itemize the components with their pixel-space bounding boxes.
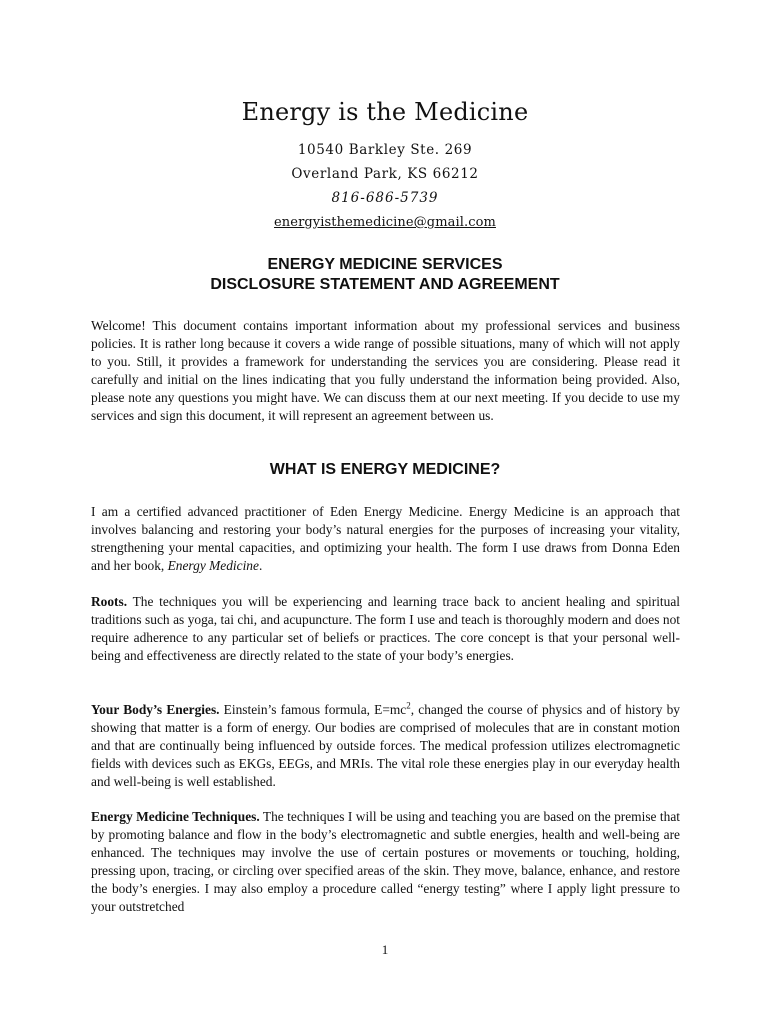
- body-energies-paragraph: [91, 701, 680, 791]
- intro-paragraph: [91, 503, 680, 575]
- roots-paragraph: [91, 593, 680, 665]
- email-link[interactable]: energyisthemedicine@gmail.com: [274, 215, 496, 230]
- body-energies-lead: Your Body’s Energies.: [91, 702, 220, 717]
- page-number: 1: [381, 942, 389, 957]
- letterhead-title: Energy is the Medicine: [241, 98, 529, 126]
- techniques-lead: Energy Medicine Techniques.: [91, 809, 260, 824]
- address-line-1: 10540 Barkley Ste. 269: [297, 142, 473, 158]
- welcome-paragraph: Welcome! This document contains important information about my professional services and business policies. It is rather long because it covers a wide range of possible situations, many of which will not apply to you. Still, it provides a framework for understanding the services you are considering. Please read it carefully and initial on the lines indicating that you fully understand the information being provided. Also, please note any questions you might have. We can discuss them at our next meeting. If you decide to use my services and sign this document, it will represent an agreement between us.: [91, 318, 680, 423]
- techniques-paragraph: [91, 808, 680, 916]
- phone-number: 816-686-5739: [331, 190, 439, 206]
- body-energies-text-after: , changed the course of physics and of history by showing that matter is a form of energy. Our bodies are comprised of molecules that are in constant motion and that are continually being influenced by outside forces. The medical profession utilizes electromagnetic fields with devices such as EKGs, EEGs, and MRIs. The vital role these energies play in our everyday health and well-being is well established.: [91, 702, 680, 789]
- heading-disclosure: DISCLOSURE STATEMENT AND AGREEMENT: [210, 276, 560, 293]
- superscript-two: 2: [406, 700, 411, 711]
- heading-what-is: WHAT IS ENERGY MEDICINE?: [269, 461, 501, 478]
- body-energies-text-before: Einstein’s famous formula, E=mc: [219, 702, 407, 717]
- roots-lead: Roots.: [91, 594, 128, 609]
- techniques-text: The techniques I will be using and teaching you are based on the premise that by promoting balance and flow in the body’s electromagnetic and subtle energies, health and well-being are enhanced. The techniques may involve the use of certain postures or movements or touching, holding, pressing upon, tracing, or circling over specified areas of the skin. They move, balance, enhance, and restore the body’s energies. I may also employ a procedure called “energy testing” where I apply light pressure to your outstretched: [91, 809, 680, 914]
- heading-services: ENERGY MEDICINE SERVICES: [267, 256, 503, 273]
- address-line-2: Overland Park, KS 66212: [291, 166, 479, 182]
- book-title: Energy Medicine: [167, 558, 259, 573]
- roots-text: The techniques you will be experiencing and learning trace back to ancient healing and spiritual traditions such as yoga, tai chi, and acupuncture. The form I use and teach is thoroughly modern and does not require adherence to any particular set of beliefs or practices. The core concept is that your personal well-being and effectiveness are directly related to the state of your body’s energies.: [91, 594, 680, 663]
- intro-end: .: [258, 558, 263, 573]
- intro-text: I am a certified advanced practitioner of Eden Energy Medicine. Energy Medicine is an approach that involves balancing and restoring your body’s natural energies for the purposes of increasing your vitality, strengthening your mental capacities, and optimizing your health. The form I use draws from Donna Eden and her book,: [91, 504, 680, 573]
